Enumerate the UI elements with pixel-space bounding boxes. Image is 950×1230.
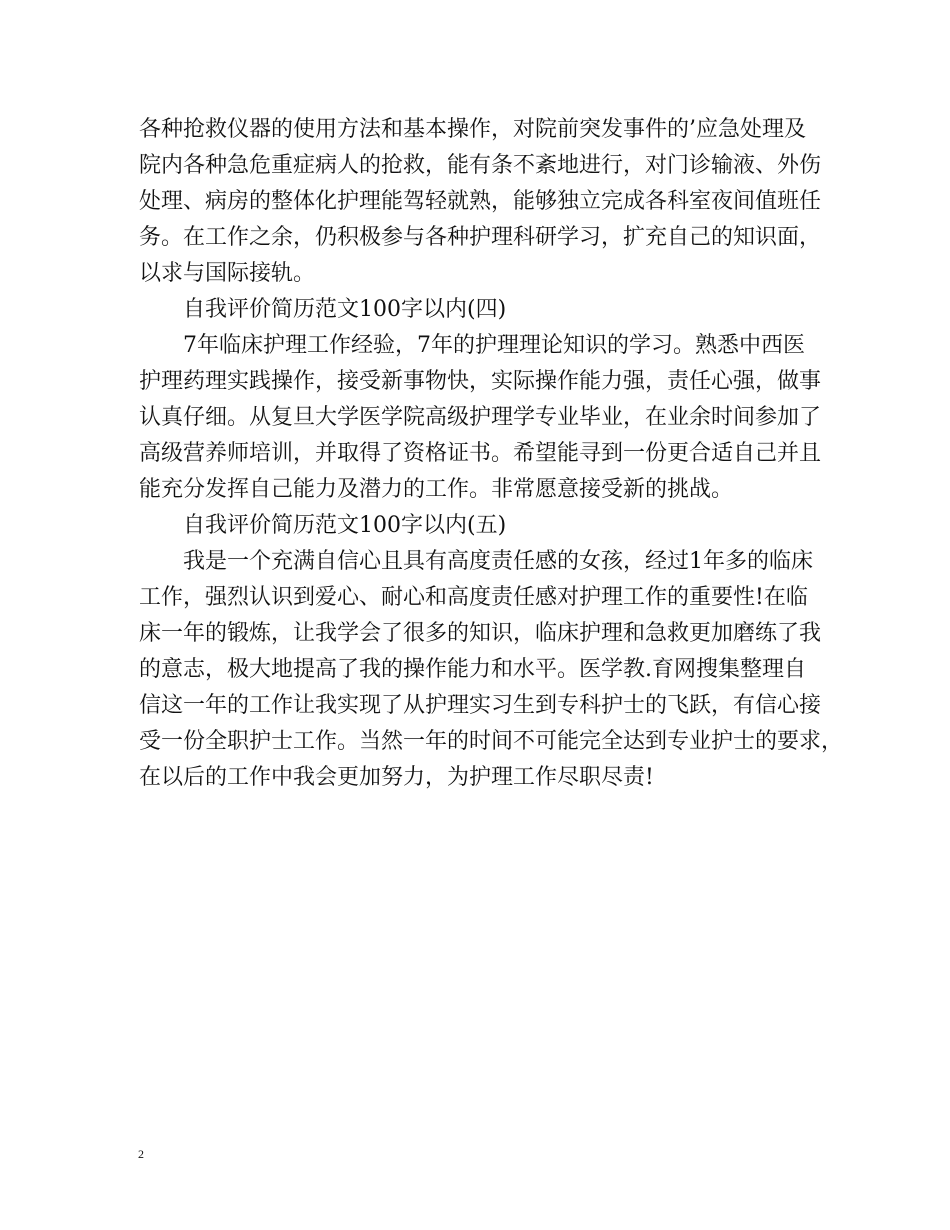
section-heading-five: 自我评价简历范文100字以内(五)	[183, 513, 507, 538]
section-heading-four: 自我评价简历范文100字以内(四)	[183, 297, 507, 322]
paragraph-line: 7年临床护理工作经验，7年的护理理论知识的学习。熟悉中西医	[183, 333, 805, 358]
paragraph-line: 床一年的锻炼，让我学会了很多的知识，临床护理和急救更加磨练了我	[139, 621, 822, 646]
paragraph-line: 我是一个充满自信心且具有高度责任感的女孩，经过1年多的临床	[183, 549, 813, 574]
paragraph-line: 院内各种急危重症病人的抢救，能有条不紊地进行，对门诊输液、外伤	[139, 153, 822, 178]
page-number: 2	[138, 1147, 144, 1161]
paragraph-line: 护理药理实践操作，接受新事物快，实际操作能力强，责任心强，做事	[139, 369, 822, 394]
paragraph-line: 在以后的工作中我会更加努力，为护理工作尽职尽责!	[139, 765, 654, 790]
paragraph-line: 受一份全职护士工作。当然一年的时间不可能完全达到专业护士的要求，	[139, 729, 844, 754]
paragraph-line: 高级营养师培训，并取得了资格证书。希望能寻到一份更合适自己并且	[139, 441, 822, 466]
paragraph-line: 以求与国际接轨。	[139, 261, 316, 286]
paragraph-line: 处理、病房的整体化护理能驾轻就熟，能够独立完成各科室夜间值班任	[139, 189, 822, 214]
paragraph-line: 务。在工作之余，仍积极参与各种护理科研学习，扩充自己的知识面，	[139, 225, 822, 250]
paragraph-line: 工作，强烈认识到爱心、耐心和高度责任感对护理工作的重要性!在临	[139, 585, 808, 610]
paragraph-line: 认真仔细。从复旦大学医学院高级护理学专业毕业，在业余时间参加了	[139, 405, 822, 430]
paragraph-line: 各种抢救仪器的使用方法和基本操作，对院前突发事件的’应急处理及	[139, 117, 806, 142]
document-body	[139, 112, 844, 796]
paragraph-line: 能充分发挥自己能力及潜力的工作。非常愿意接受新的挑战。	[139, 477, 734, 502]
paragraph-line: 信这一年的工作让我实现了从护理实习生到专科护士的飞跃，有信心接	[139, 693, 822, 718]
paragraph-line: 的意志，极大地提高了我的操作能力和水平。医学教.育网搜集整理自	[139, 657, 806, 682]
